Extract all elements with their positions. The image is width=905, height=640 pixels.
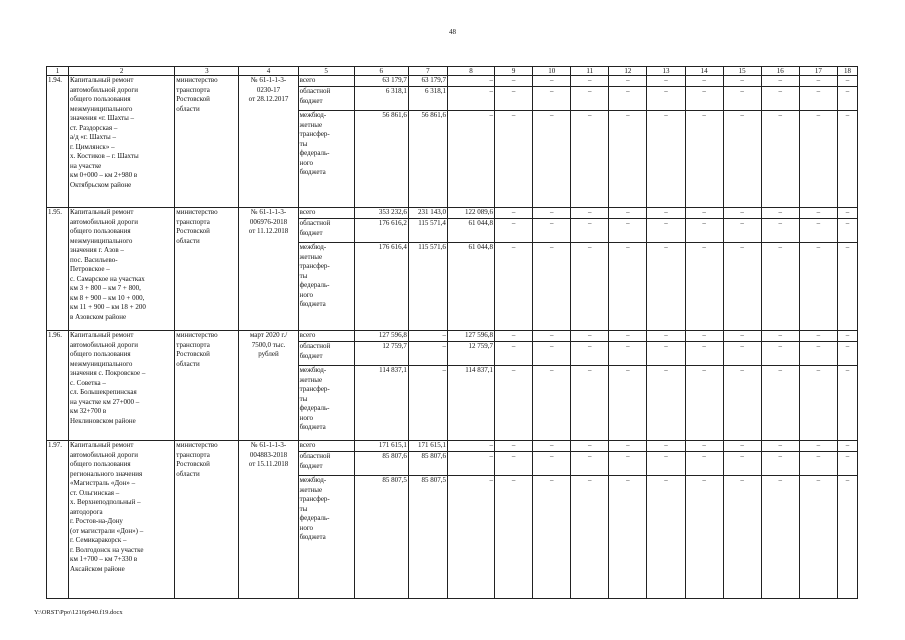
empty-cell: – [723,76,761,87]
amount-cell: 171 615,1 [408,441,447,452]
empty-cell: – [647,87,685,111]
empty-cell: – [571,208,609,219]
column-number: 12 [609,67,647,76]
empty-cell: – [533,452,571,476]
amount-cell: 114 837,1 [447,366,494,441]
empty-cell: – [533,331,571,342]
empty-cell: – [761,366,799,441]
empty-cell: – [571,452,609,476]
empty-cell: – [647,342,685,366]
empty-cell: – [837,219,857,243]
amount-cell: 176 616,2 [354,219,408,243]
empty-cell: – [533,441,571,452]
table-row [47,208,858,219]
row-number: 1.95. [47,208,69,331]
empty-cell: – [609,476,647,599]
empty-cell: – [723,342,761,366]
object-name: Капитальный ремонт автомобильной дороги общего пользования межмуниципального значения «г. Шахты – ст. Раздорская – а/д «г. Шахты – г. Цимлянск» – х. Костиков – г. Шахты на участке км 0+000 – км 2+980 в Октябрьском районе [69,76,175,208]
empty-cell: – [685,331,723,342]
amount-cell: 6 318,1 [408,87,447,111]
empty-cell: – [609,342,647,366]
empty-cell: – [837,243,857,331]
object-name: Капитальный ремонт автомобильной дороги общего пользования регионального значения «Магистраль «Дон» – ст. Ольгинская – х. Верхнеподпольный – автодорога г. Ростов-на-Дону (от магистрали «Дон») – г. Семикаракорск – г. Волгодонск на участке км 1+700 – км 7+330 в Аксайском районе [69,441,175,599]
empty-cell: – [837,342,857,366]
empty-cell: – [647,219,685,243]
amount-cell: 231 143,0 [408,208,447,219]
empty-cell: – [571,441,609,452]
empty-cell: – [761,452,799,476]
empty-cell: – [571,476,609,599]
empty-cell: – [761,441,799,452]
empty-cell: – [837,111,857,208]
empty-cell: – [685,476,723,599]
empty-cell: – [609,87,647,111]
amount-cell: 127 596,8 [447,331,494,342]
empty-cell: – [723,366,761,441]
empty-cell: – [533,342,571,366]
empty-cell: – [495,219,533,243]
empty-cell: – [799,76,837,87]
amount-cell: 171 615,1 [354,441,408,452]
column-number: 6 [354,67,408,76]
empty-cell: – [723,111,761,208]
empty-cell: – [799,331,837,342]
empty-cell: – [533,111,571,208]
empty-cell: – [685,441,723,452]
funding-source: межбюд- жетные трансфер- ты федераль- ного бюджета [298,366,354,441]
agency-name: министерство транспорта Ростовской области [175,441,239,599]
empty-cell: – [609,243,647,331]
empty-cell: – [685,366,723,441]
amount-cell: 12 759,7 [447,342,494,366]
empty-cell: – [761,219,799,243]
agency-name: министерство транспорта Ростовской области [175,331,239,441]
empty-cell: – [647,243,685,331]
empty-cell: – [799,441,837,452]
agency-name: министерство транспорта Ростовской области [175,208,239,331]
amount-cell: – [447,452,494,476]
amount-cell: – [447,111,494,208]
agency-name: министерство транспорта Ростовской области [175,76,239,208]
column-number: 4 [239,67,298,76]
column-number: 3 [175,67,239,76]
empty-cell: – [571,342,609,366]
table-row [47,441,858,452]
column-number: 14 [685,67,723,76]
empty-cell: – [761,342,799,366]
empty-cell: – [723,87,761,111]
amount-cell: 63 179,7 [408,76,447,87]
empty-cell: – [647,76,685,87]
funding-source: межбюд- жетные трансфер- ты федераль- ного бюджета [298,243,354,331]
empty-cell: – [495,87,533,111]
empty-cell: – [609,366,647,441]
empty-cell: – [571,111,609,208]
empty-cell: – [761,208,799,219]
empty-cell: – [571,366,609,441]
table-row [47,331,858,342]
empty-cell: – [837,441,857,452]
amount-cell: 61 044,8 [447,243,494,331]
empty-cell: – [609,452,647,476]
file-path-footer: Y:\ORST\Ppo\1216p940.f19.docx [34,609,123,616]
empty-cell: – [647,366,685,441]
empty-cell: – [533,366,571,441]
funding-source: всего [298,441,354,452]
empty-cell: – [799,476,837,599]
column-number: 15 [723,67,761,76]
empty-cell: – [723,219,761,243]
empty-cell: – [723,243,761,331]
empty-cell: – [799,219,837,243]
empty-cell: – [495,111,533,208]
amount-cell: 115 571,6 [408,243,447,331]
amount-cell: – [408,342,447,366]
page-number: 48 [449,28,456,36]
empty-cell: – [571,331,609,342]
amount-cell: 115 571,4 [408,219,447,243]
empty-cell: – [685,208,723,219]
empty-cell: – [533,76,571,87]
empty-cell: – [761,87,799,111]
column-number: 18 [837,67,857,76]
empty-cell: – [495,476,533,599]
funding-source: всего [298,76,354,87]
empty-cell: – [761,476,799,599]
empty-cell: – [685,452,723,476]
empty-cell: – [609,331,647,342]
empty-cell: – [609,76,647,87]
empty-cell: – [723,441,761,452]
empty-cell: – [723,208,761,219]
object-name: Капитальный ремонт автомобильной дороги общего пользования межмуниципального значения г. Азов – пос. Васильево- Петровское – с. Самарское на участках км 3 + 800 – км 7 + 800, км 8 + 900 – км 10 + 000, км 11 + 900 – км 18 + 200 в Азовском районе [69,208,175,331]
empty-cell: – [685,243,723,331]
empty-cell: – [571,219,609,243]
column-number: 2 [69,67,175,76]
header-row [47,67,858,76]
empty-cell: – [647,208,685,219]
empty-cell: – [495,342,533,366]
empty-cell: – [837,366,857,441]
funding-source: областной бюджет [298,87,354,111]
amount-cell: 63 179,7 [354,76,408,87]
amount-cell: 56 861,6 [354,111,408,208]
row-number: 1.94. [47,76,69,208]
document-ref: № 61-1-1-3- 006976-2018 от 11.12.2018 [239,208,298,331]
funding-source: межбюд- жетные трансфер- ты федераль- ного бюджета [298,111,354,208]
empty-cell: – [495,331,533,342]
amount-cell: 56 861,6 [408,111,447,208]
empty-cell: – [495,208,533,219]
empty-cell: – [609,219,647,243]
empty-cell: – [761,331,799,342]
funding-source: областной бюджет [298,219,354,243]
empty-cell: – [533,87,571,111]
funding-source: областной бюджет [298,452,354,476]
amount-cell: 85 807,6 [408,452,447,476]
empty-cell: – [685,87,723,111]
column-number: 1 [47,67,69,76]
empty-cell: – [533,219,571,243]
empty-cell: – [837,476,857,599]
column-number: 10 [533,67,571,76]
amount-cell: 353 232,6 [354,208,408,219]
empty-cell: – [799,111,837,208]
empty-cell: – [837,87,857,111]
empty-cell: – [609,208,647,219]
funding-source: всего [298,208,354,219]
amount-cell: 12 759,7 [354,342,408,366]
empty-cell: – [685,219,723,243]
empty-cell: – [799,243,837,331]
amount-cell: – [447,476,494,599]
document-ref: март 2020 г./ 7500,0 тыс. рублей [239,331,298,441]
empty-cell: – [571,243,609,331]
empty-cell: – [495,243,533,331]
amount-cell: – [408,366,447,441]
empty-cell: – [647,476,685,599]
empty-cell: – [609,111,647,208]
empty-cell: – [647,331,685,342]
empty-cell: – [685,111,723,208]
amount-cell: 85 807,5 [354,476,408,599]
funding-source: всего [298,331,354,342]
column-number: 8 [447,67,494,76]
empty-cell: – [761,76,799,87]
amount-cell: 127 596,8 [354,331,408,342]
amount-cell: 6 318,1 [354,87,408,111]
column-number: 7 [408,67,447,76]
funding-source: областной бюджет [298,342,354,366]
empty-cell: – [533,476,571,599]
empty-cell: – [495,76,533,87]
empty-cell: – [799,208,837,219]
empty-cell: – [647,441,685,452]
column-number: 9 [495,67,533,76]
empty-cell: – [495,366,533,441]
amount-cell: – [447,87,494,111]
amount-cell: – [447,441,494,452]
empty-cell: – [571,76,609,87]
empty-cell: – [723,452,761,476]
amount-cell: 122 089,6 [447,208,494,219]
amount-cell: 85 807,5 [408,476,447,599]
empty-cell: – [609,441,647,452]
empty-cell: – [837,452,857,476]
object-name: Капитальный ремонт автомобильной дороги общего пользования межмуниципального значения с. Покровское – с. Советка – сл. Большекрепинская на участке км 27+000 – км 32+700 в Неклиновском районе [69,331,175,441]
empty-cell: – [723,331,761,342]
amount-cell: – [447,76,494,87]
row-number: 1.97. [47,441,69,599]
column-number: 13 [647,67,685,76]
empty-cell: – [495,452,533,476]
amount-cell: 61 044,8 [447,219,494,243]
empty-cell: – [495,441,533,452]
empty-cell: – [799,452,837,476]
column-number: 16 [761,67,799,76]
empty-cell: – [761,243,799,331]
document-ref: № 61-1-1-3- 004883-2018 от 15.11.2018 [239,441,298,599]
empty-cell: – [761,111,799,208]
amount-cell: – [408,331,447,342]
row-number: 1.96. [47,331,69,441]
empty-cell: – [571,87,609,111]
empty-cell: – [837,208,857,219]
empty-cell: – [837,76,857,87]
empty-cell: – [533,243,571,331]
empty-cell: – [647,111,685,208]
column-number: 11 [571,67,609,76]
amount-cell: 114 837,1 [354,366,408,441]
budget-table [46,66,858,599]
empty-cell: – [685,76,723,87]
empty-cell: – [837,331,857,342]
document-ref: № 61-1-1-3- 0230-17 от 28.12.2017 [239,76,298,208]
empty-cell: – [647,452,685,476]
funding-source: межбюд- жетные трансфер- ты федераль- ного бюджета [298,476,354,599]
column-number: 17 [799,67,837,76]
empty-cell: – [799,366,837,441]
empty-cell: – [685,342,723,366]
table-row [47,76,858,87]
amount-cell: 85 807,6 [354,452,408,476]
amount-cell: 176 616,4 [354,243,408,331]
empty-cell: – [533,208,571,219]
empty-cell: – [723,476,761,599]
empty-cell: – [799,87,837,111]
empty-cell: – [799,342,837,366]
column-number: 5 [298,67,354,76]
